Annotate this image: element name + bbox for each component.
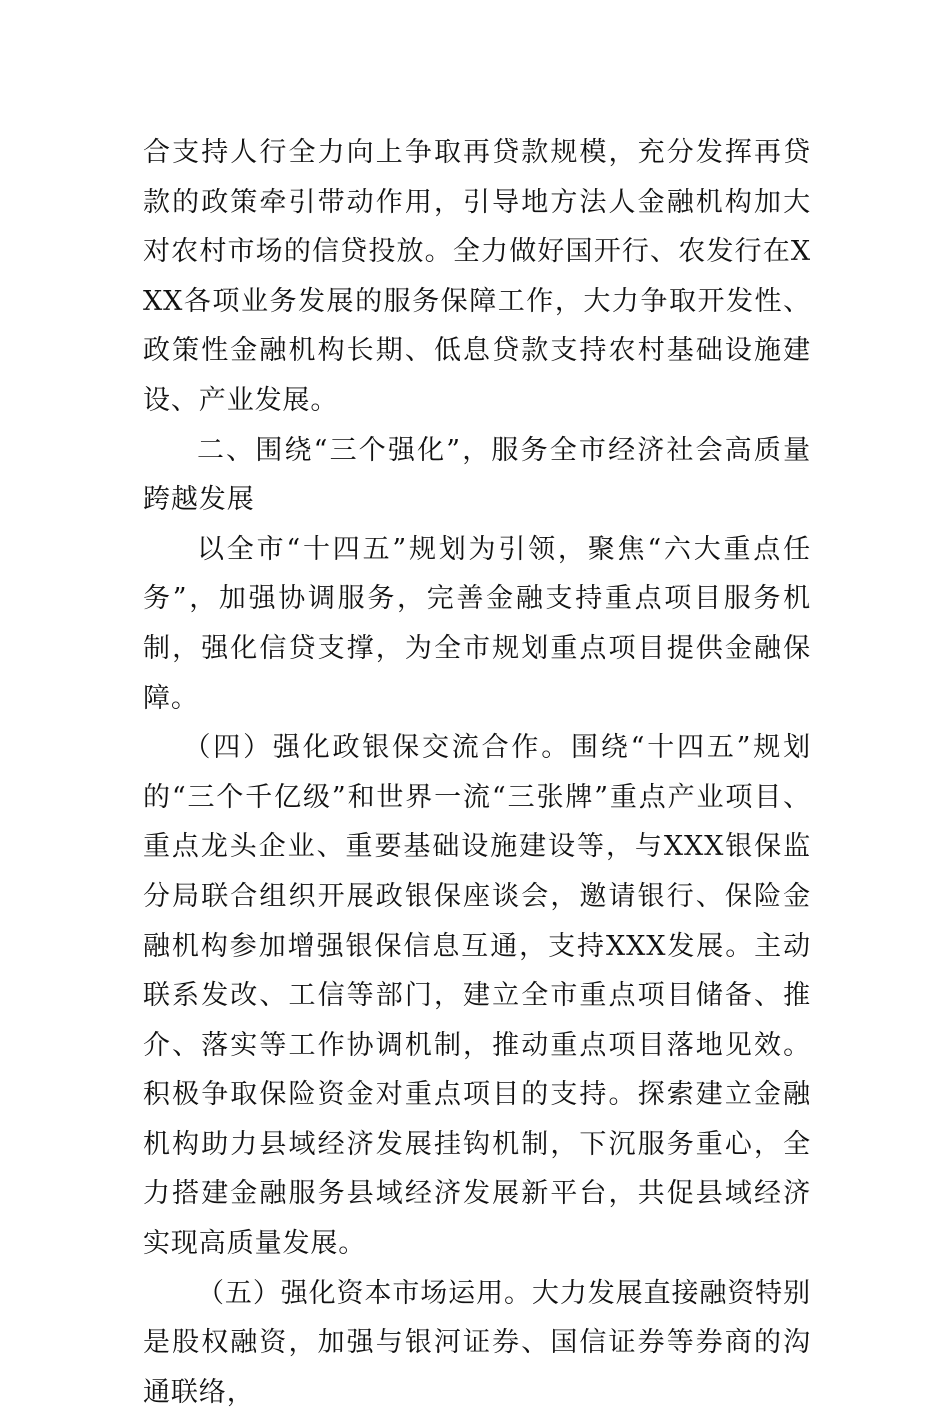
document-body (143, 128, 811, 1417)
paragraph-item-five: （五）强化资本市场运用。大力发展直接融资特别是股权融资，加强与银河证券、国信证券等券商的沟通联络， (143, 1277, 811, 1408)
section-heading: 二、围绕“三个强化”，服务全市经济社会高质量跨越发展 (143, 434, 811, 516)
paragraph-intro: 以全市“十四五”规划为引领，聚焦“六大重点任务”，加强协调服务，完善金融支持重点项目服务机制，强化信贷支撑，为全市规划重点项目提供金融保障。 (143, 533, 811, 714)
paragraph-item-four: （四）强化政银保交流合作。围绕“十四五”规划的“三个千亿级”和世界一流“三张牌”重点产业项目、重点龙头企业、重要基础设施建设等，与XXX银保监分局联合组织开展政银保座谈会，邀请银行、保险金融机构参加增强银保信息互通，支持XXX发展。主动联系发改、工信等部门，建立全市重点项目储备、推介、落实等工作协调机制，推动重点项目落地见效。积极争取保险资金对重点项目的支持。探索建立金融机构助力县域经济发展挂钩机制，下沉服务重心，全力搭建金融服务县域经济发展新平台，共促县域经济实现高质量发展。 (143, 732, 811, 1260)
paragraph-continuation: 合支持人行全力向上争取再贷款规模，充分发挥再贷款的政策牵引带动作用，引导地方法人金融机构加大对农村市场的信贷投放。全力做好国开行、农发行在XXX各项业务发展的服务保障工作，大力争取开发性、政策性金融机构长期、低息贷款支持农村基础设施建设、产业发展。 (143, 137, 811, 416)
